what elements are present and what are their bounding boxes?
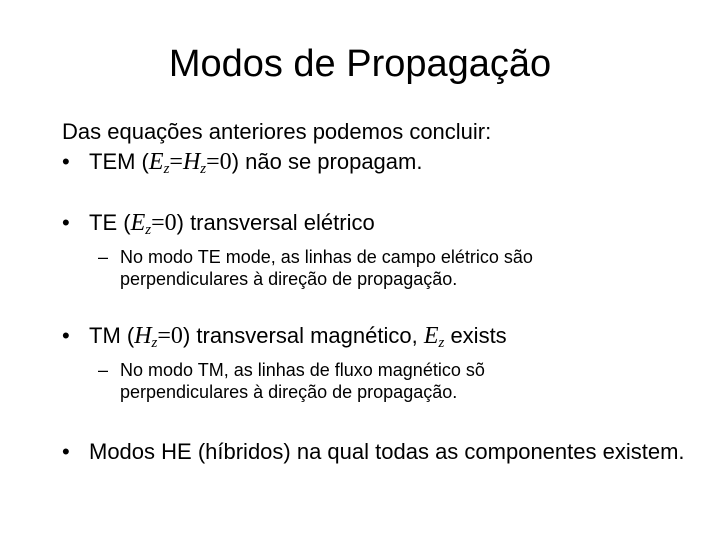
tm-math-h bbox=[134, 323, 183, 349]
bullet-he bbox=[62, 437, 702, 467]
tm-suffix: exists bbox=[444, 323, 507, 348]
slide-body bbox=[62, 117, 702, 467]
tm-mid: ) transversal magnético, bbox=[182, 323, 424, 348]
bullet-tem bbox=[62, 147, 702, 177]
tem-suffix: ) não se propagam. bbox=[231, 149, 423, 174]
dash-marker: – bbox=[98, 247, 109, 267]
bullet-te-text bbox=[89, 208, 375, 238]
bullet-tem-text bbox=[89, 147, 422, 177]
tm-zero: =0 bbox=[157, 323, 183, 349]
bullet-he-text: Modos HE (híbridos) na qual todas as componentes existem. bbox=[89, 439, 685, 464]
bullet-marker: • bbox=[62, 210, 70, 235]
bullet-te bbox=[62, 208, 702, 238]
bullet-marker: • bbox=[62, 439, 70, 464]
te-math bbox=[131, 210, 177, 236]
bullet-tm-text bbox=[89, 321, 507, 351]
intro-text: Das equações anteriores podemos concluir: bbox=[62, 119, 492, 144]
tm-detail-text: No modo TM, as linhas de fluxo magnético sõ perpendiculares à direção de propagação. bbox=[120, 360, 485, 402]
tm-math-e bbox=[424, 323, 445, 349]
bullet-marker: • bbox=[62, 323, 70, 348]
bullet-tm bbox=[62, 321, 702, 351]
te-detail-text: No modo TE mode, as linhas de campo elétrico são perpendiculares à direção de propagação. bbox=[120, 247, 533, 289]
tm-h-var: H bbox=[134, 323, 152, 349]
tem-label: TEM ( bbox=[89, 149, 149, 174]
te-e-sub: z bbox=[145, 222, 152, 238]
tm-detail bbox=[98, 359, 702, 403]
te-e-var: E bbox=[130, 210, 146, 236]
tm-label: TM ( bbox=[89, 323, 135, 348]
tem-zero: =0 bbox=[206, 149, 232, 175]
te-zero: =0 bbox=[151, 210, 177, 236]
te-detail bbox=[98, 246, 702, 290]
tm-e-var: E bbox=[423, 323, 439, 349]
tem-h-var: H bbox=[182, 149, 201, 175]
te-label: TE ( bbox=[89, 210, 131, 235]
slide-title: Modos de Propagação bbox=[168, 43, 552, 85]
tem-math bbox=[149, 149, 232, 175]
bullet-marker: • bbox=[62, 149, 70, 174]
tm-e-sub: z bbox=[438, 335, 445, 351]
tm-h-sub: z bbox=[151, 335, 158, 351]
te-suffix: ) transversal elétrico bbox=[176, 210, 375, 235]
tem-e-var: E bbox=[148, 149, 164, 175]
tem-e-sub: z bbox=[163, 161, 170, 177]
tem-eq: = bbox=[169, 149, 183, 175]
dash-marker: – bbox=[98, 360, 109, 380]
tem-h-sub: z bbox=[200, 161, 207, 177]
